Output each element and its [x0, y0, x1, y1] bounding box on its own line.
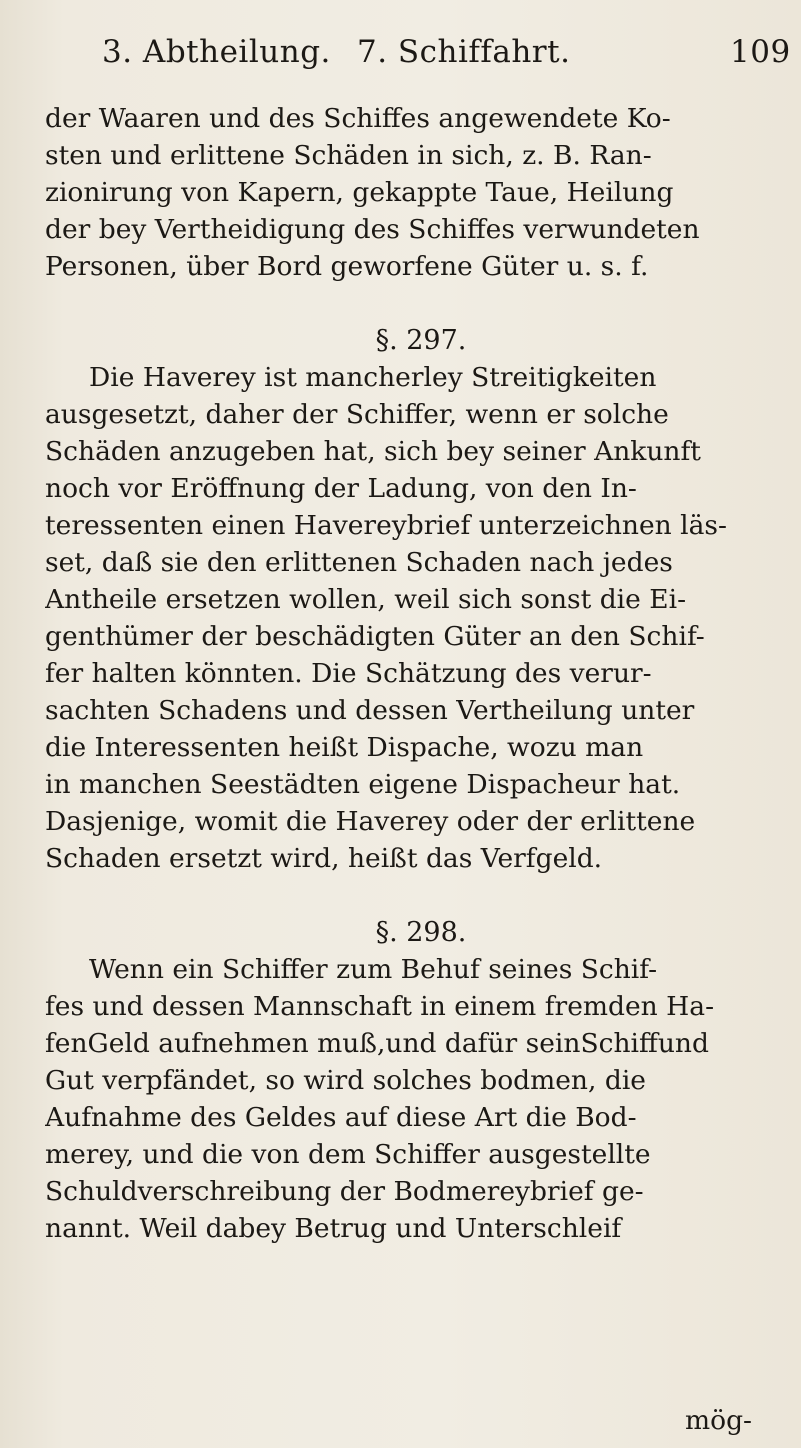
- running-header: [62, 26, 791, 78]
- text-line: in manchen Seestädten eigene Dispacheur hat.: [45, 769, 681, 800]
- text-line: Die Haverey ist mancherley Streitigkeiten: [89, 362, 657, 393]
- text-line: genthümer der beschädigten Güter an den Schif-: [45, 621, 705, 652]
- text-line: noch vor Eröffnung der Ladung, von den In-: [45, 473, 637, 504]
- text-line: der bey Vertheidigung des Schiffes verwundeten: [45, 214, 700, 245]
- section-heading: §. 298.: [375, 917, 467, 948]
- text-line: Dasjenige, womit die Haverey oder der erlittene: [45, 806, 696, 837]
- text-line: Gut verpfändet, so wird solches bodmen, die: [45, 1065, 646, 1096]
- text-line: Aufnahme des Geldes auf diese Art die Bod-: [45, 1102, 637, 1133]
- text-line: Schäden anzugeben hat, sich bey seiner Ankunft: [45, 436, 701, 467]
- page-number: 109: [730, 34, 791, 70]
- text-line: sten und erlittene Schäden in sich, z. B. Ran-: [45, 140, 652, 171]
- section-heading: §. 297.: [375, 325, 467, 356]
- text-line: Schuldverschreibung der Bodmereybrief ge-: [45, 1176, 644, 1207]
- catchword: mög-: [685, 1405, 753, 1436]
- text-line: set, daß sie den erlittenen Schaden nach jedes: [45, 547, 673, 578]
- text-line: der Waaren und des Schiffes angewendete Ko-: [45, 103, 671, 134]
- text-line: Wenn ein Schiffer zum Behuf seines Schif-: [89, 954, 658, 985]
- text-line: fer halten könnten. Die Schätzung des verur-: [45, 658, 652, 689]
- text-line: teressenten einen Havereybrief unterzeichnen läs-: [45, 510, 727, 541]
- text-line: sachten Schadens und dessen Vertheilung unter: [45, 695, 695, 726]
- text-line: zionirung von Kapern, gekappte Taue, Heilung: [45, 177, 674, 208]
- text-line: merey, und die von dem Schiffer ausgestellte: [45, 1139, 651, 1170]
- header-chapter: 7. Schiffahrt.: [357, 34, 571, 70]
- text-line: fes und dessen Mannschaft in einem fremden Ha-: [45, 991, 715, 1022]
- text-line: ausgesetzt, daher der Schiffer, wenn er solche: [45, 399, 669, 430]
- text-line: Personen, über Bord geworfene Güter u. s. f.: [45, 251, 649, 282]
- text-line: fenGeld aufnehmen muß,und dafür seinSchiffund: [45, 1028, 709, 1059]
- spacer: [45, 877, 773, 914]
- spacer: [45, 285, 773, 322]
- body-text: [45, 100, 773, 1247]
- header-section: 3. Abtheilung.: [102, 34, 331, 70]
- text-line: die Interessenten heißt Dispache, wozu man: [45, 732, 644, 763]
- text-line: Antheile ersetzen wollen, weil sich sonst die Ei-: [45, 584, 687, 615]
- text-line: Schaden ersetzt wird, heißt das Verfgeld.: [45, 843, 603, 874]
- text-line: nannt. Weil dabey Betrug und Unterschleif: [45, 1213, 622, 1244]
